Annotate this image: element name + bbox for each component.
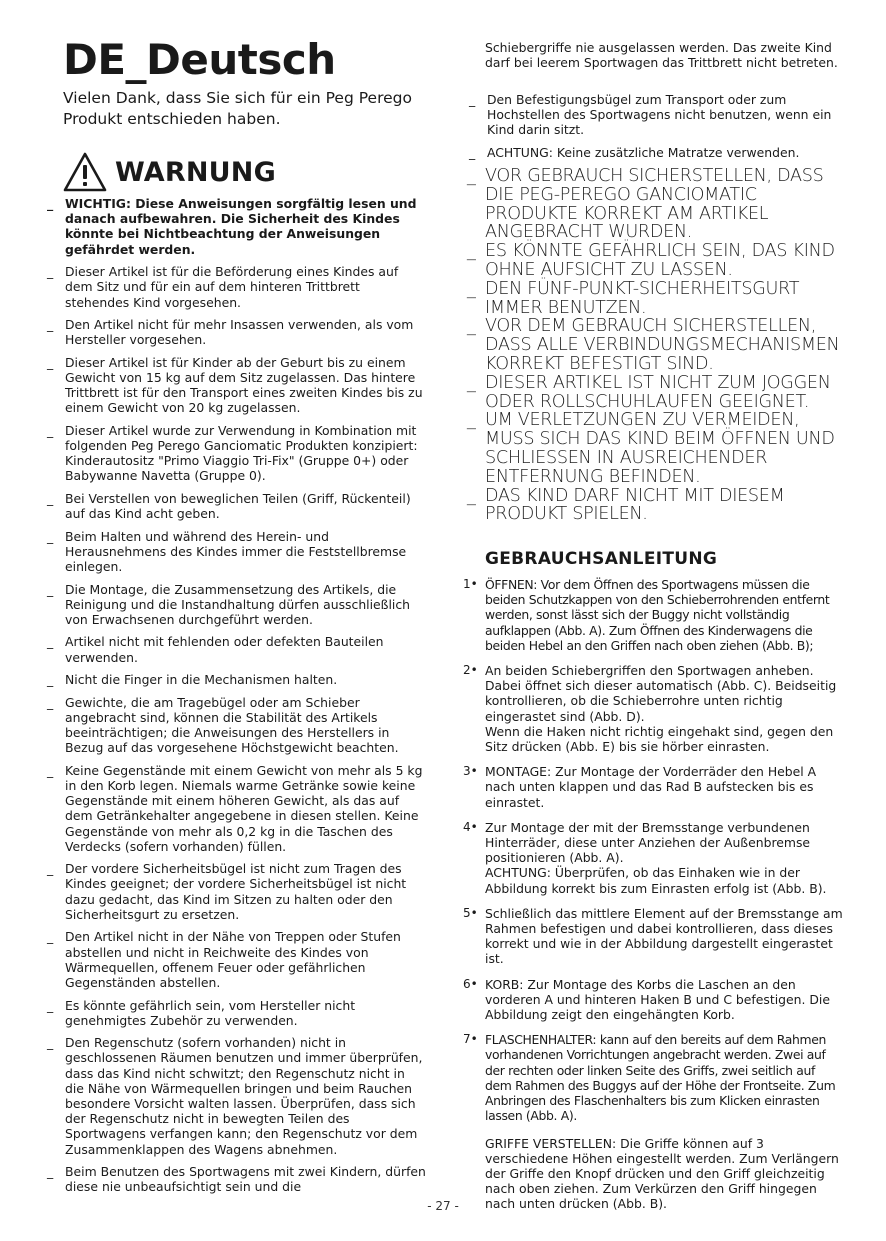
warning-heading [63, 150, 276, 194]
warning-list [63, 196, 426, 1202]
warning-item: _ Artikel nicht mit fehlenden oder defekten Bauteilen verwenden. [63, 634, 426, 664]
warning-item: _ Beim Benutzen des Sportwagens mit zwei Kindern, dürfen diese nie unbeaufsichtigt sein und die [63, 1164, 426, 1194]
warning-caps-list [485, 167, 845, 524]
warning-item: _ Den Regenschutz (sofern vorhanden) nicht in geschlossenen Räumen benutzen und immer überprüfen, dass das Kind nicht schwitzt; den Regenschutz nicht in die Nähe von Wärmequellen bringen und beim Rauchen besondere Vorsicht walten lassen. Überprüfen, dass sich der Regenschutz nicht in bewegten Teilen des Sportwagens verfangen kann; den Regenschutz vor dem Zusammenklappen des Wagens abnehmen. [63, 1035, 426, 1157]
warning-caps-item: _ DEN FÜNF-PUNKT-SICHERHEITSGURT IMMER BENUTZEN. [485, 280, 845, 318]
step-text: An beiden Schiebergriffen den Sportwagen anheben. Dabei öffnet sich dieser automatisch (Abb. C). Beidseitig kontrollieren, ob die Schieberrohre unten richtig eingerastet sind (Abb. D). Wenn die Haken nicht richtig eingehakt sind, gegen den Sitz drücken (Abb. E) bis sie hörber einrasten. [485, 663, 837, 755]
warning-caps-item: _ UM VERLETZUNGEN ZU VERMEIDEN, MUSS SICH DAS KIND BEIM ÖFFNEN UND SCHLIESSEN IN AUSREICHENDER ENTFERNUNG BEFINDEN. [485, 411, 845, 486]
step-number: 6• [463, 976, 478, 991]
instructions-heading: GEBRAUCHSANLEITUNG [485, 549, 718, 569]
warning-item: _ Dieser Artikel ist für die Beförderung eines Kindes auf dem Sitz und für ein auf dem hinteren Trittbrett stehendes Kind vorgesehen. [63, 264, 426, 310]
instruction-step [463, 819, 845, 896]
step-number: 1• [463, 577, 478, 591]
instruction-step [463, 976, 845, 1023]
warning-item: _ Dieser Artikel ist für Kinder ab der Geburt bis zu einem Gewicht von 15 kg auf dem Sitz zugelassen. Das hintere Trittbrett ist für den Transport eines zweiten Kindes bis zu einem Gewicht von 20 kg zugelassen. [63, 355, 426, 416]
instruction-step [463, 577, 845, 653]
warning-caps-item: _ ES KÖNNTE GEFÄHRLICH SEIN, DAS KIND OHNE AUFSICHT ZU LASSEN. [485, 242, 845, 280]
warning-title: WARNUNG [115, 156, 276, 188]
warning-item: _ Dieser Artikel wurde zur Verwendung in Kombination mit folgenden Peg Perego Ganciomatic Produkten konzipiert: Kinderautositz "Primo Viaggio Tri-Fix" (Gruppe 0+) oder Babywanne Navetta (Gruppe 0). [63, 423, 426, 484]
warning-item: _ WICHTIG: Diese Anweisungen sorgfältig lesen und danach aufbewahren. Die Sicherheit des Kindes könnte bei Nichtbeachtung der Anweisungen gefährdet werden. [63, 196, 426, 257]
warning-item: _ Den Artikel nicht für mehr Insassen verwenden, als vom Hersteller vorgesehen. [63, 317, 426, 347]
step-number: 3• [463, 764, 478, 779]
intro-text: Vielen Dank, dass Sie sich für ein Peg Perego Produkt entschieden haben. [63, 89, 412, 128]
step-subtext: GRIFFE VERSTELLEN: Die Griffe können auf 3 verschiedene Höhen eingestellt werden. Zum Verlängern der Griffe den Knopf drücken und den Griff gleichzeitig nach oben ziehen. Zum Verkürzen den Griff hingegen nach unten drücken (Abb. B). [485, 1135, 839, 1212]
step-number: 7• [463, 1032, 478, 1047]
instruction-step [463, 764, 845, 810]
step-text: KORB: Zur Montage des Korbs die Laschen an den vorderen A und hinteren Haken B und C befestigen. Die Abbildung zeigt den eingehängten Korb. [485, 976, 830, 1023]
instruction-step [463, 663, 845, 755]
warning-item: _ Es könnte gefährlich sein, vom Hersteller nicht genehmigtes Zubehör zu verwenden. [63, 998, 426, 1028]
warning-caps-item: _ VOR GEBRAUCH SICHERSTELLEN, DASS DIE PEG-PEREGO GANCIOMATIC PRODUKTE KORREKT AM ARTIKEL ANGEBRACHT WURDEN. [485, 167, 845, 242]
warning-item: _ Den Artikel nicht in der Nähe von Treppen oder Stufen abstellen und nicht in Reichweite des Kindes von Wärmequellen, offenem Feuer oder gefährlichen Gegenständen abstellen. [63, 929, 426, 990]
step-text: MONTAGE: Zur Montage der Vorderräder den Hebel A nach unten klappen und das Rad B aufstecken bis es einrastet. [485, 764, 817, 810]
instructions-list [463, 577, 845, 1222]
warning-caps-item: _ VOR DEM GEBRAUCH SICHERSTELLEN, DASS ALLE VERBINDUNGSMECHANISMEN KORREKT BEFESTIGT SIND. [485, 317, 845, 373]
step-number: 5• [463, 905, 478, 920]
step-text: Schließlich das mittlere Element auf der Bremsstange am Rahmen befestigen und dabei kontrollieren, dass dieses korrekt und wie in der Abbildung dargestellt eingerastet ist. [485, 905, 843, 967]
warning-caps-item: _ DAS KIND DARF NICHT MIT DIESEM PRODUKT SPIELEN. [485, 487, 845, 525]
warning-list-right [485, 92, 840, 167]
warning-item: _ Den Befestigungsbügel zum Transport oder zum Hochstellen des Sportwagens nicht benutzen, wenn ein Kind darin sitzt. [485, 92, 840, 138]
warning-item: _ Die Montage, die Zusammensetzung des Artikels, die Reinigung und die Instandhaltung dürfen ausschließlich von Erwachsenen durchgeführt werden. [63, 582, 426, 628]
warning-item: _ Nicht die Finger in die Mechanismen halten. [63, 672, 426, 687]
warning-caps-item: _ DIESER ARTIKEL IST NICHT ZUM JOGGEN ODER ROLLSCHUHLAUFEN GEEIGNET. [485, 374, 845, 412]
warning-item: _ Beim Halten und während des Herein- und Herausnehmens des Kindes immer die Feststellbremse einlegen. [63, 529, 426, 575]
page-number: - 27 - [427, 1199, 459, 1213]
page-title: DE_Deutsch [63, 35, 336, 84]
step-text: ÖFFNEN: Vor dem Öffnen des Sportwagens müssen die beiden Schutzkappen von den Schieberrohrenden entfernt werden, sonst lässt sich der Buggy nicht vollständig aufklappen (Abb. A). Zum Öffnen des Kinderwagens die beiden Hebel an den Griffen nach oben ziehen (Abb. B); [485, 577, 830, 653]
step-number: 4• [463, 819, 478, 834]
warning-continuation: Schiebergriffe nie ausgelassen werden. Das zweite Kind darf bei leerem Sportwagen das Trittbrett nicht betreten. [485, 40, 838, 71]
step-text: Zur Montage der mit der Bremsstange verbundenen Hinterräder, diese unter Anziehen der Außenbremse positionieren (Abb. A). ACHTUNG: Überprüfen, ob das Einhaken wie in der Abbildung korrekt bis zum Einrasten erfolg ist (Abb. B). [485, 819, 827, 896]
warning-item: _ Bei Verstellen von beweglichen Teilen (Griff, Rückenteil) auf das Kind acht geben. [63, 491, 426, 521]
step-number: 2• [463, 663, 478, 678]
warning-item: _ Der vordere Sicherheitsbügel ist nicht zum Tragen des Kindes geeignet; der vordere Sicherheitsbügel ist nicht dazu gedacht, das Kind im Sitzen zu halten oder den Sicherheitsgurt zu ersetzen. [63, 861, 426, 922]
step-text: FLASCHENHALTER: kann auf den bereits auf dem Rahmen vorhandenen Vorrichtungen angebracht werden. Zwei auf der rechten oder linken Seite des Griffs, zwei seitlich auf dem Rahmen des Buggys auf der Höhe der Frontseite. Zum Anbringen des Flaschenhalters bis zum Klicken einrasten lassen (Abb. A). [485, 1032, 836, 1124]
warning-item: _ Keine Gegenstände mit einem Gewicht von mehr als 5 kg in den Korb legen. Niemals warme Getränke sowie keine Gegenstände mit einem höheren Gewicht, als das auf dem Getränkehalter angegebene in diesen stellen. Keine Gegenstände von mehr als 0,2 kg in die Taschen des Verdecks (sofern vorhanden) füllen. [63, 763, 426, 854]
instruction-step [463, 905, 845, 967]
warning-item: _ Gewichte, die am Tragebügel oder am Schieber angebracht sind, können die Stabilität des Artikels beeinträchtigen; die Anweisungen des Herstellers in Bezug auf das vorgesehene Höchstgewicht beachten. [63, 695, 426, 756]
instruction-step [463, 1032, 845, 1212]
warning-triangle-icon [63, 152, 107, 192]
warning-item: _ ACHTUNG: Keine zusätzliche Matratze verwenden. [485, 145, 840, 160]
